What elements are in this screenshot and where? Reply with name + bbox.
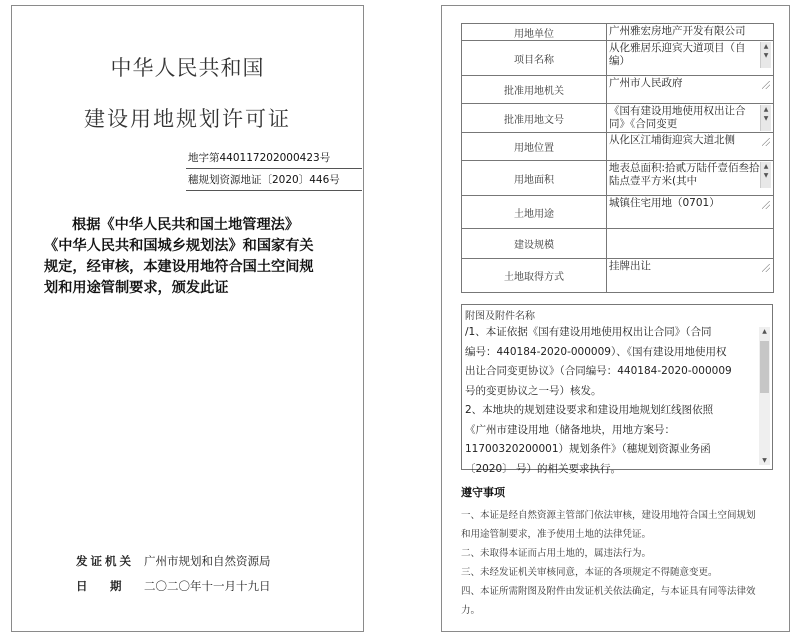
statement-line: 根据《中华人民共和国土地管理法》	[72, 217, 300, 233]
attachment-line: 编号：440184-2020-000009）、《国有建设用地使用权	[465, 345, 727, 358]
resize-handle-icon[interactable]	[762, 201, 770, 209]
table-row	[462, 41, 774, 76]
certificate-front-page	[11, 5, 364, 632]
statement-line: 规定，经审核，本建设用地符合国土空间规	[44, 259, 314, 275]
approval-authority-field[interactable]: 广州市人民政府	[607, 76, 774, 104]
table-row	[462, 104, 774, 133]
note-line: 和用途管制要求，准予使用土地的法律凭证。	[461, 529, 652, 540]
note-line: 三、未经发证机关审核同意，本证的各项规定不得随意变更。	[461, 567, 718, 578]
attachments-label: 附图及附件名称	[465, 311, 535, 322]
resize-handle-icon[interactable]	[762, 264, 770, 272]
certificate-number: 地字第440117202000423号	[186, 147, 362, 169]
statement-line: 《中华人民共和国城乡规划法》和国家有关	[44, 238, 314, 254]
notes-title: 遵守事项	[461, 486, 505, 499]
field-label: 批准用地文号	[462, 104, 607, 133]
attachment-line: 〔2020〕 号）的相关要求执行。	[465, 462, 622, 475]
note-line: 力。	[461, 605, 481, 616]
note-line: 二、未取得本证而占用土地的，属违法行为。	[461, 548, 652, 559]
attachment-line: 11700320200001）规划条件》（穗规划资源业务函	[465, 443, 711, 455]
field-label: 建设规模	[462, 229, 607, 259]
attachment-line: 号的变更协议之一号）核发。	[465, 384, 602, 397]
note-line: 四、本证所需附图及附件由发证机关依法确定，与本证具有同等法律效	[461, 586, 756, 597]
table-row	[462, 196, 774, 229]
issuer-label: 发证机关	[76, 554, 134, 568]
table-row	[462, 76, 774, 104]
acquisition-method-field[interactable]: 挂牌出让	[607, 259, 774, 293]
field-label: 土地用途	[462, 196, 607, 229]
issuer-value: 广州市规划和自然资源局	[144, 554, 271, 568]
table-row	[462, 259, 774, 293]
scroll-arrows-icon[interactable]: ▲ ▼	[760, 162, 771, 188]
approval-document-field[interactable]: 《国有建设用地使用权出让合同》《合同变更 ▲ ▼	[607, 104, 774, 133]
field-label: 土地取得方式	[462, 259, 607, 293]
attachment-line: 出让合同变更协议》（合同编号：440184-2020-000009	[465, 365, 732, 377]
notes-list	[461, 506, 783, 620]
date-label: 日 期	[76, 579, 122, 593]
land-location-field[interactable]: 从化区江埔街迎宾大道北侧	[607, 133, 774, 161]
attachments-scrollbar[interactable]	[759, 327, 770, 465]
table-row	[462, 133, 774, 161]
land-user-field[interactable]: 广州雅宏房地产开发有限公司	[607, 24, 774, 41]
land-area-field[interactable]: 地表总面积:拾贰万陆仟壹佰叁拾陆点壹平方米(其中 ▲ ▼	[607, 161, 774, 196]
table-row	[462, 161, 774, 196]
resize-handle-icon[interactable]	[762, 81, 770, 89]
construction-scale-field[interactable]	[607, 229, 774, 259]
project-name-field[interactable]: 从化雅居乐迎宾大道项目（自编） ▲ ▼	[607, 41, 774, 76]
statement-line: 划和用途管制要求，颁发此证	[44, 280, 229, 296]
certificate-detail-page	[441, 5, 790, 632]
attachments-box	[461, 304, 773, 475]
field-label: 用地单位	[462, 24, 607, 41]
land-use-field[interactable]: 城镇住宅用地（0701）	[607, 196, 774, 229]
table-row	[462, 24, 774, 41]
issuing-authority	[76, 553, 271, 569]
resize-handle-icon[interactable]	[762, 138, 770, 146]
attachment-line: /1、本证依据《国有建设用地使用权出让合同》（合同	[465, 326, 712, 338]
scroll-down-icon[interactable]: ▼	[762, 457, 767, 464]
field-label: 批准用地机关	[462, 76, 607, 104]
date-value: 二〇二〇年十一月十九日	[144, 579, 271, 593]
scroll-arrows-icon[interactable]: ▲ ▼	[760, 105, 771, 131]
scroll-thumb[interactable]	[760, 341, 769, 393]
land-info-table	[461, 23, 774, 293]
certificate-codes	[186, 147, 362, 191]
certificate-title: 建设用地规划许可证	[84, 107, 291, 131]
field-label: 用地面积	[462, 161, 607, 196]
country-title: 中华人民共和国	[110, 56, 265, 80]
document-number: 穗规划资源地证〔2020〕446号	[186, 169, 362, 191]
attachments-textarea[interactable]	[465, 323, 759, 475]
scroll-arrows-icon[interactable]: ▲ ▼	[760, 42, 771, 68]
issuance-statement	[44, 215, 352, 299]
attachment-line: 2、本地块的规划建设要求和建设用地规划红线图依照	[465, 404, 714, 416]
attachment-line: 《广州市建设用地（储备地块，用地方案号：	[465, 423, 675, 436]
field-label: 用地位置	[462, 133, 607, 161]
field-label: 项目名称	[462, 41, 607, 76]
table-row	[462, 229, 774, 259]
issue-date	[76, 578, 271, 594]
note-line: 一、本证是经自然资源主管部门依法审核，建设用地符合国土空间规划	[461, 510, 756, 521]
scroll-up-icon[interactable]: ▲	[762, 328, 767, 335]
